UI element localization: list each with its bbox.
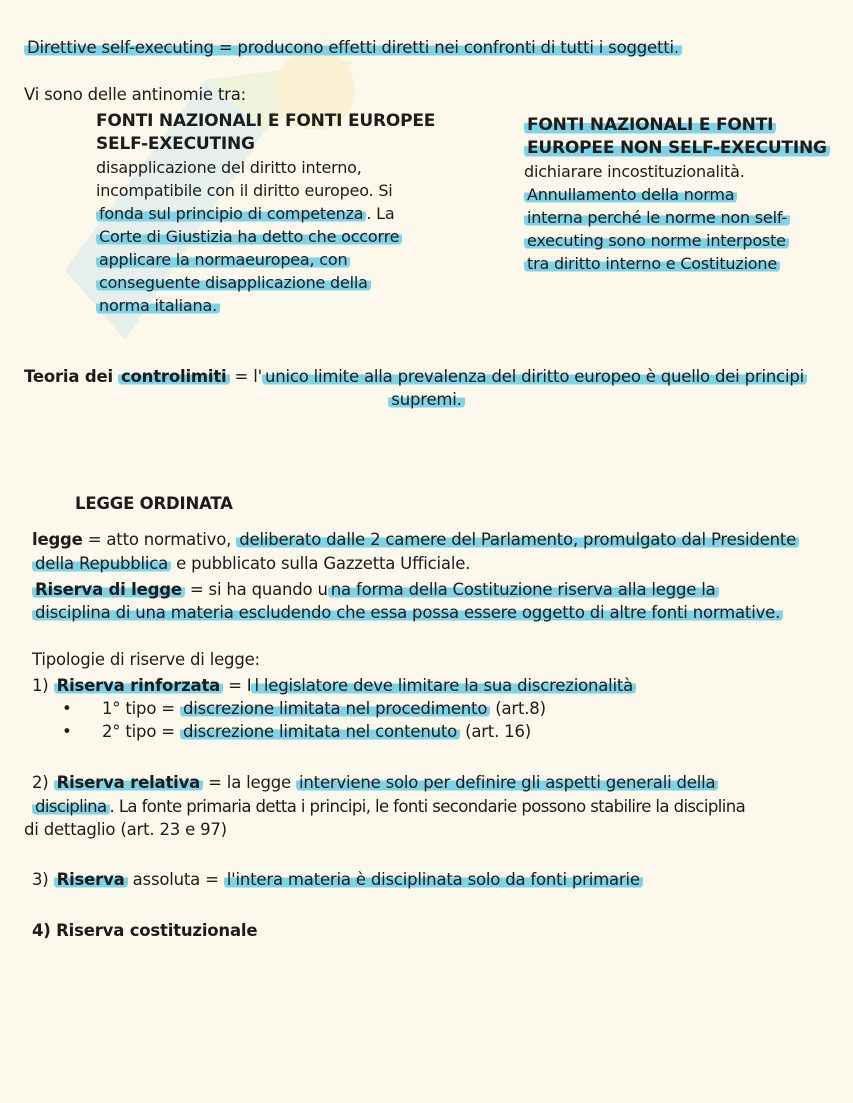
riserva-item-2: 2) Riserva relativa = la legge interviene solo per definire gli aspetti generali della bbox=[32, 771, 718, 794]
left-column-heading: FONTI NAZIONALI E FONTI EUROPEE bbox=[96, 111, 436, 131]
right-column-heading: FONTI NAZIONALI E FONTI bbox=[524, 114, 830, 137]
right-column-text: tra diritto interno e Costituzione bbox=[524, 252, 830, 275]
left-column-text: norma italiana. bbox=[96, 294, 435, 317]
riserva-item-1: 1) Riserva rinforzata = I l legislatore deve limitare la sua discrezionalità bbox=[32, 674, 636, 697]
teoria-line-2: supremi. bbox=[0, 388, 853, 411]
legge-definition-2: della Repubblica e pubblicato sulla Gazzetta Ufficiale. bbox=[32, 552, 470, 575]
left-column-text: conseguente disapplicazione della bbox=[96, 271, 435, 294]
left-column bbox=[96, 110, 435, 317]
right-column-heading-2: EUROPEE NON SELF-EXECUTING bbox=[524, 137, 830, 160]
bullet-item: • 2° tipo = discrezione limitata nel contenuto (art. 16) bbox=[62, 722, 532, 741]
direttive-line bbox=[24, 36, 682, 59]
controlimiti-term: controlimiti bbox=[118, 367, 230, 386]
right-column bbox=[524, 114, 830, 275]
section-title: LEGGE ORDINATA bbox=[75, 494, 233, 513]
riserva-item-2-line-2: disciplina . La fonte primaria detta i principi, le fonti secondarie possono stabilire la disciplina bbox=[32, 795, 745, 818]
teoria-line: Teoria dei controlimiti = l' unico limite alla prevalenza del diritto europeo è quello dei principi bbox=[24, 365, 807, 388]
left-column-text: applicare la normaeuropea, con bbox=[96, 248, 435, 271]
riserva-definition-2: disciplina di una materia escludendo che essa possa essere oggetto di altre fonti normative. bbox=[32, 601, 783, 624]
riserva-item-4: 4) Riserva costituzionale bbox=[32, 921, 258, 940]
antinomie-intro: Vi sono delle antinomie tra: bbox=[24, 85, 246, 104]
bullet-item: • 1° tipo = discrezione limitata nel procedimento (art.8) bbox=[62, 699, 546, 718]
direttive-text: Direttive self-executing = producono effetti diretti nei confronti di tutti i soggetti. bbox=[24, 38, 682, 57]
legge-definition: legge = atto normativo, deliberato dalle 2 camere del Parlamento, promulgato dal Presidente bbox=[32, 528, 799, 551]
right-column-text: interna perché le norme non self- bbox=[524, 206, 830, 229]
tipologie-heading: Tipologie di riserve di legge: bbox=[32, 650, 260, 669]
right-column-text: executing sono norme interposte bbox=[524, 229, 830, 252]
riserva-item-3: 3) Riserva assoluta = l'intera materia è disciplinata solo da fonti primarie bbox=[32, 868, 643, 891]
left-column-text: disapplicazione del diritto interno, bbox=[96, 158, 362, 177]
left-column-text: fonda sul principio di competenza . La bbox=[96, 202, 435, 225]
left-column-heading-2: SELF-EXECUTING bbox=[96, 134, 255, 154]
left-column-text: Corte di Giustizia ha detto che occorre bbox=[96, 225, 435, 248]
left-column-text: incompatibile con il diritto europeo. Si bbox=[96, 181, 393, 200]
riserva-item-2-line-3: di dettaglio (art. 23 e 97) bbox=[24, 820, 227, 839]
riserva-definition: Riserva di legge = si ha quando u na forma della Costituzione riserva alla legge la bbox=[32, 578, 719, 601]
right-column-text: Annullamento della norma bbox=[524, 183, 830, 206]
right-column-text: dichiarare incostituzionalità. bbox=[524, 162, 745, 181]
